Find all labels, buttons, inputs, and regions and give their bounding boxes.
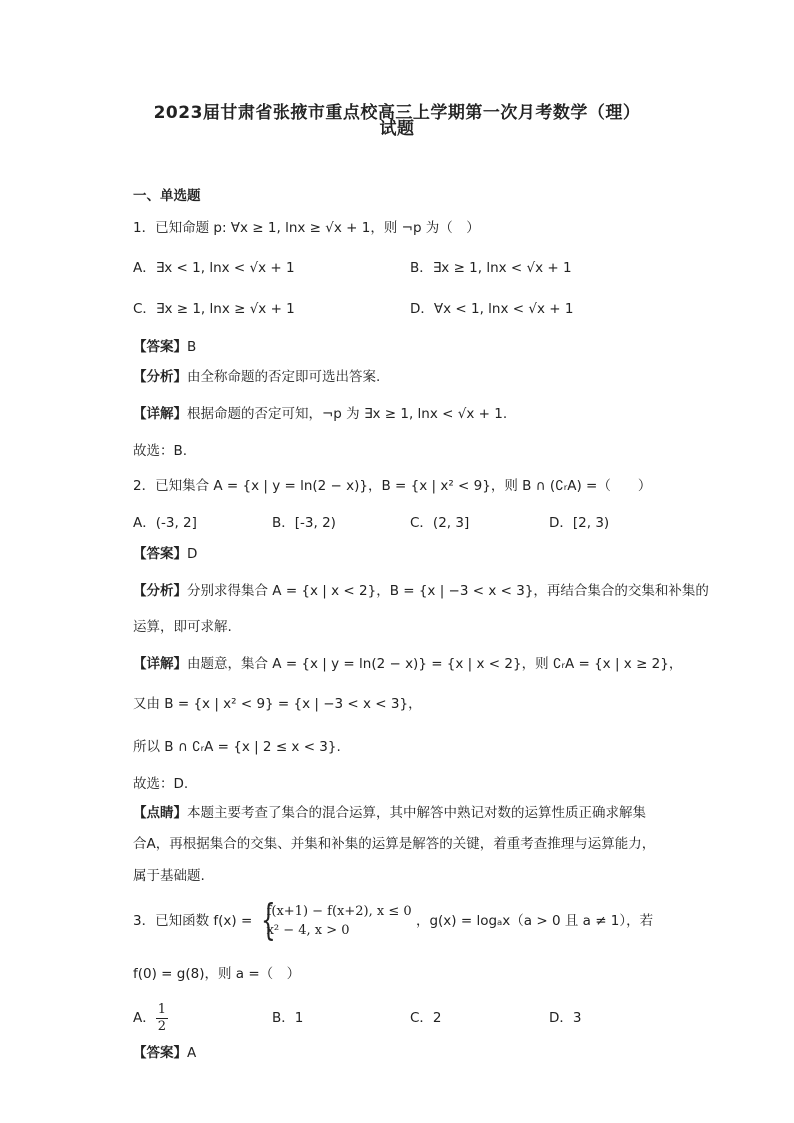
q1-option-a: A．∃x < 1, lnx < √x + 1 (133, 260, 295, 276)
q2-detail-3: 所以 B ∩ ∁ᵣA = {x | 2 ≤ x < 3}. (133, 739, 341, 755)
q2-stem: 2．已知集合 A = {x | y = ln(2 − x)}，B = {x | x² < 9}，则 B ∩ (∁ᵣA) =（ ） (133, 478, 652, 494)
q2-option-c: C．(2, 3] (410, 515, 470, 531)
q3-stem-prefix: 3．已知函数 f(x) = (133, 913, 253, 929)
q2-choice: 故选：D. (133, 776, 189, 792)
q3-option-a-fraction (156, 1002, 168, 1035)
q2-analysis-line (133, 581, 709, 601)
q2-answer-line (133, 544, 197, 564)
q2-comment-line1 (133, 803, 646, 823)
q1-stem: 1．已知命题 p: ∀x ≥ 1, lnx ≥ √x + 1，则 ¬p 为（ ） (133, 220, 480, 236)
q1-analysis: 由全称命题的否定即可选出答案. (187, 369, 381, 385)
q1-answer-line (133, 337, 196, 357)
q1-choice: 故选：B. (133, 443, 188, 459)
q3-option-c: C．2 (410, 1010, 442, 1026)
q1-option-b: B．∃x ≥ 1, lnx < √x + 1 (410, 260, 572, 276)
q2-detail-1: 由题意，集合 A = {x | y = ln(2 − x)} = {x | x < 2}，则 ∁ᵣA = {x | x ≥ 2}， (187, 656, 683, 672)
q2-detail-2: 又由 B = {x | x² < 9} = {x | −3 < x < 3}， (133, 696, 422, 712)
q2-answer: D (187, 546, 198, 562)
q2-detail-tag: 【详解】 (133, 656, 187, 672)
q2-detail-line (133, 654, 682, 674)
q1-analysis-line (133, 367, 380, 387)
q3-case-1: { f(x+1) − f(x+2), x ≤ 0 (266, 904, 412, 919)
q2-analysis-2: 运算，即可求解. (133, 619, 232, 635)
q2-comment-2: 合A，再根据集合的交集、并集和补集的运算是解答的关键，着重考查推理与运算能力， (133, 836, 656, 852)
fraction-denominator: 2 (157, 1018, 167, 1034)
q2-option-b: B．[-3, 2) (272, 515, 336, 531)
q3-piecewise (257, 902, 412, 940)
q1-option-d: D．∀x < 1, lnx < √x + 1 (410, 301, 574, 317)
section-heading: 一、单选题 (133, 188, 201, 204)
q1-answer: B (187, 339, 197, 355)
q3-answer-tag: 【答案】 (133, 1045, 187, 1061)
q1-answer-tag: 【答案】 (133, 339, 187, 355)
fraction-numerator: 1 (157, 1001, 167, 1017)
q3-option-b: B．1 (272, 1010, 304, 1026)
q2-answer-tag: 【答案】 (133, 546, 187, 562)
q3-answer-line (133, 1043, 196, 1063)
q1-detail-line (133, 404, 507, 424)
q2-option-d: D．[2, 3) (549, 515, 610, 531)
q2-analysis-1: 分别求得集合 A = {x | x < 2}，B = {x | −3 < x < 3}，再结合集合的交集和补集的 (187, 583, 709, 599)
q2-comment-1: 本题主要考查了集合的混合运算，其中解答中熟记对数的运算性质正确求解集 (187, 805, 646, 821)
doc-title-line2: 试题 (379, 119, 415, 139)
q3-option-d: D．3 (549, 1010, 582, 1026)
q2-comment-3: 属于基础题. (133, 868, 205, 884)
q3-answer: A (187, 1045, 197, 1061)
q3-stem-line1 (133, 902, 653, 940)
q3-stem-suffix: ，g(x) = logₐx（a > 0 且 a ≠ 1），若 (415, 913, 654, 929)
q2-analysis-tag: 【分析】 (133, 583, 187, 599)
q2-comment-tag: 【点睛】 (133, 805, 187, 821)
q1-detail: 根据命题的否定可知，¬p 为 ∃x ≥ 1, lnx < √x + 1. (187, 406, 508, 422)
q3-option-a-label: A． (133, 1010, 156, 1026)
q3-case-2: x² − 4, x > 0 (266, 923, 350, 938)
q1-option-c: C．∃x ≥ 1, lnx ≥ √x + 1 (133, 301, 295, 317)
q1-detail-tag: 【详解】 (133, 406, 187, 422)
q2-option-a: A．(-3, 2] (133, 515, 197, 531)
q3-option-a (133, 1000, 168, 1036)
doc-title-line1: 2023届甘肃省张掖市重点校高三上学期第一次月考数学（理） (153, 103, 641, 123)
q1-analysis-tag: 【分析】 (133, 369, 187, 385)
q3-stem-line2: f(0) = g(8)，则 a =（ ） (133, 966, 301, 982)
